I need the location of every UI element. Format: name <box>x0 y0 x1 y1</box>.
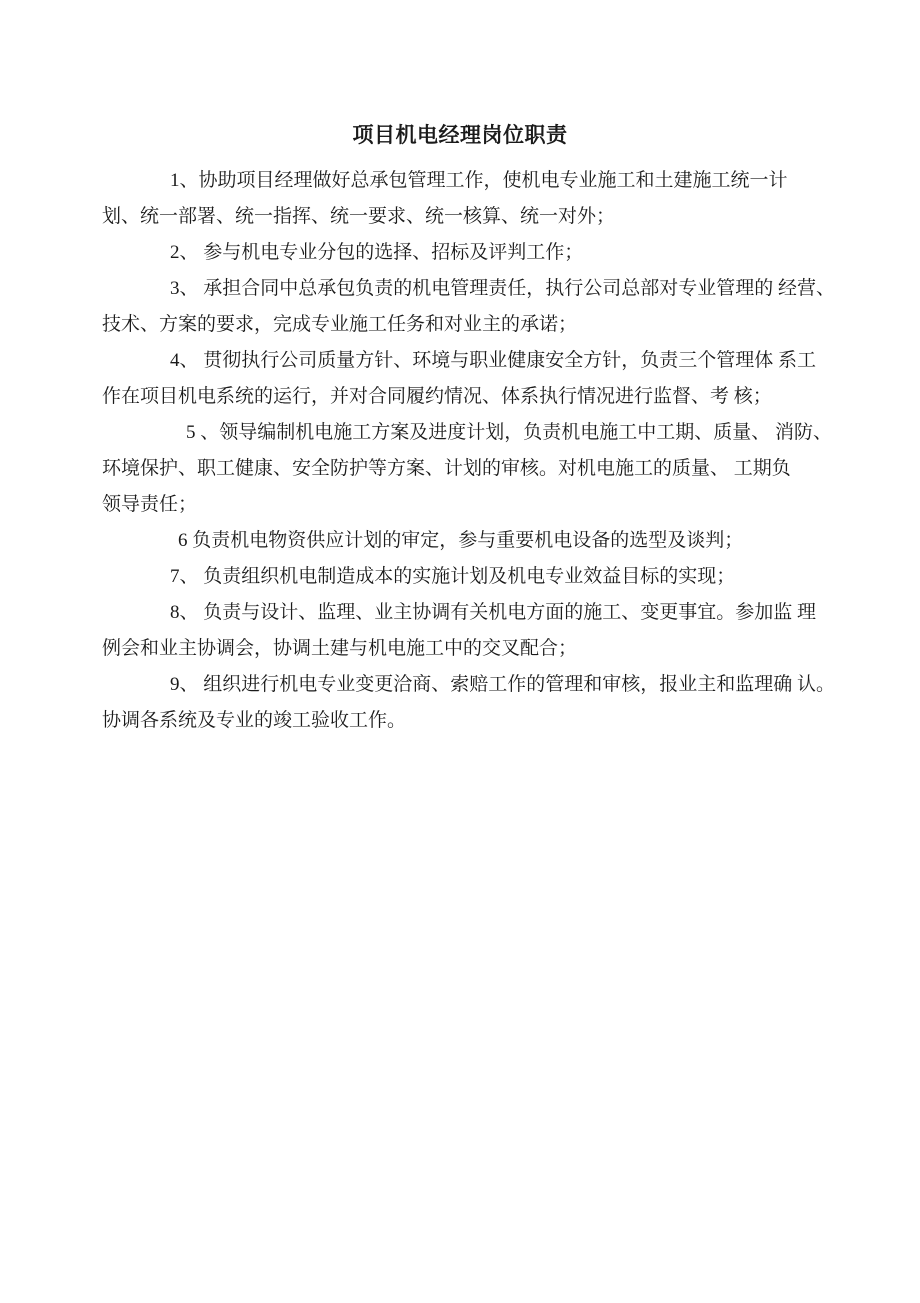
item-5-line-2: 环境保护、职工健康、安全防护等方案、计划的审核。对机电施工的质量、 工期负 <box>102 458 791 479</box>
item-7-line-1: 7、 负责组织机电制造成本的实施计划及机电专业效益目标的实现； <box>170 566 736 587</box>
item-1-line-2: 划、统一部署、统一指挥、统一要求、统一核算、统一对外； <box>102 206 616 227</box>
item-9-line-2: 协调各系统及专业的竣工验收工作。 <box>102 710 407 731</box>
item-1-line-1: 1、协助项目经理做好总承包管理工作，使机电专业施工和土建施工统一计 <box>170 170 788 191</box>
item-5-line-3: 领导责任； <box>102 494 198 515</box>
item-8-line-2: 例会和业主协调会，协调土建与机电施工中的交叉配合； <box>102 638 578 659</box>
document-title: 项目机电经理岗位职责 <box>352 123 568 147</box>
item-4-line-1: 4、 贯彻执行公司质量方针、环境与职业健康安全方针，负责三个管理体 系工 <box>170 350 817 371</box>
item-5-line-1: 5 、领导编制机电施工方案及进度计划，负责机电施工中工期、质量、 消防、 <box>186 422 833 443</box>
item-2-line-1: 2、 参与机电专业分包的选择、招标及评判工作； <box>170 242 584 263</box>
item-3-line-2: 技术、方案的要求，完成专业施工任务和对业主的承诺； <box>102 314 578 335</box>
item-8-line-1: 8、 负责与设计、监理、业主协调有关机电方面的施工、变更事宜。参加监 理 <box>170 602 817 623</box>
item-4-line-2: 作在项目机电系统的运行，并对合同履约情况、体系执行情况进行监督、考 核； <box>102 386 772 407</box>
item-9-line-1: 9、 组织进行机电专业变更洽商、索赔工作的管理和审核，报业主和监理确 认。 <box>170 674 836 695</box>
item-3-line-1: 3、 承担合同中总承包负责的机电管理责任，执行公司总部对专业管理的 经营、 <box>170 278 836 299</box>
document-body <box>0 163 920 739</box>
item-6-line-1: 6 负责机电物资供应计划的审定，参与重要机电设备的选型及谈判； <box>178 530 744 551</box>
